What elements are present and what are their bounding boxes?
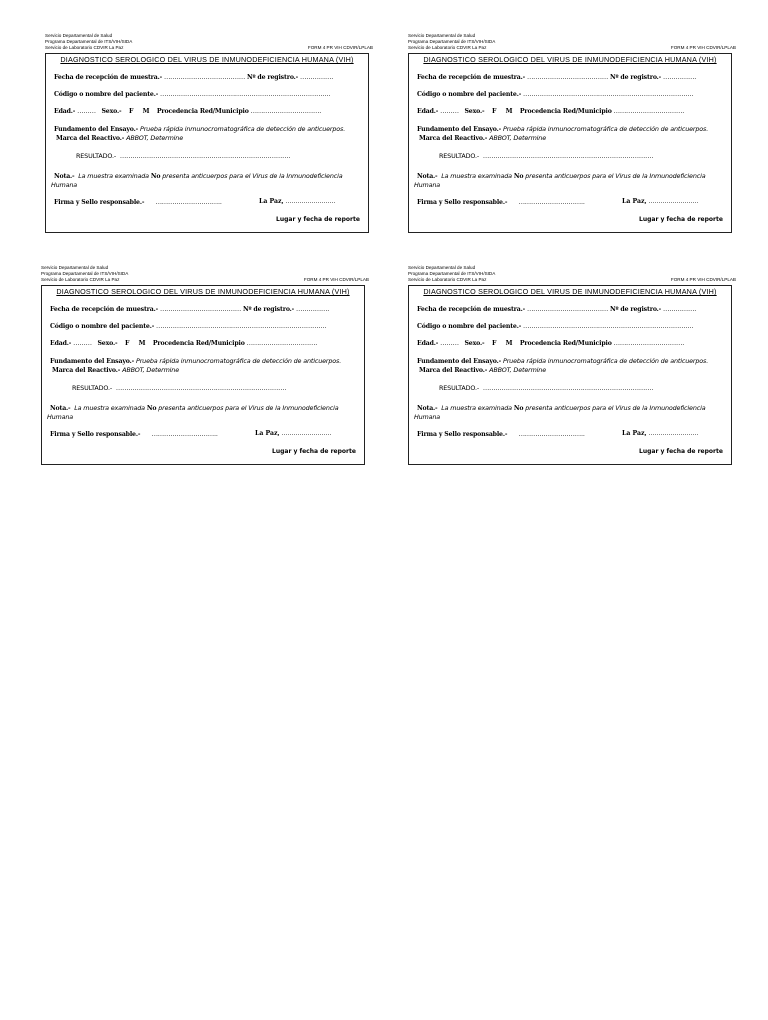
age-label: Edad.- [54, 108, 76, 115]
patient-label: Código o nombre del paciente.- [50, 323, 155, 330]
header-line-2: Programa Departamental de ITS/VIH/SIDA [45, 39, 133, 44]
reception-field[interactable]: ………………………………… [526, 305, 609, 313]
age-label: Edad.- [50, 340, 72, 347]
assay-value: Prueba rápida inmunocromatográfica de detección de anticuerpos. [503, 357, 709, 365]
registry-field[interactable]: ……………. [296, 305, 330, 313]
sex-m-option[interactable]: M [142, 108, 150, 115]
note-row [417, 404, 725, 412]
note-label: Nota.- [417, 173, 438, 180]
form-title: DIAGNOSTICO SEROLOGICO DEL VIRUS DE INMUNODEFICIENCIA HUMANA (VIH) [423, 55, 717, 64]
slip-header [408, 265, 738, 284]
slip-header [45, 33, 375, 52]
note-continuation: Humana [414, 181, 441, 189]
report-slip-1 [45, 33, 375, 223]
note-text-a: La muestra examinada [78, 172, 149, 180]
form-box [41, 285, 365, 465]
note-row [50, 404, 358, 412]
assay-row [50, 357, 358, 365]
result-field[interactable]: ………………………………………………………………………. [482, 152, 654, 160]
age-label: Edad.- [417, 340, 439, 347]
place-row [622, 430, 699, 437]
origin-label: Procedencia Red/Municipio [519, 340, 612, 347]
header-line-1: Servicio Departamental de Salud [45, 33, 113, 38]
patient-label: Código o nombre del paciente.- [417, 323, 522, 330]
result-field[interactable]: ………………………………………………………………………. [482, 384, 654, 392]
header-line-2: Programa Departamental de ITS/VIH/SIDA [408, 39, 496, 44]
age-sex-row [50, 339, 358, 347]
reception-row [417, 305, 725, 313]
note-no: No [150, 173, 161, 180]
signature-label: Firma y Sello responsable.- [54, 199, 145, 206]
registry-label: Nº de registro.- [242, 306, 295, 313]
reagent-value: ABBOT, Determine [489, 134, 546, 142]
header-line-1: Servicio Departamental de Salud [41, 265, 109, 270]
slip-header [41, 265, 371, 284]
patient-field[interactable]: ………………………………………………………………………. [160, 90, 331, 98]
note-text-a: La muestra examinada [74, 404, 145, 412]
header-line-1: Servicio Departamental de Salud [408, 265, 476, 270]
note-text-b: presenta anticuerpos para el Virus de la Inmunodeficiencia [525, 172, 706, 180]
signature-field[interactable]: ………………………….. [518, 430, 585, 438]
form-title: DIAGNOSTICO SEROLOGICO DEL VIRUS DE INMUNODEFICIENCIA HUMANA (VIH) [56, 287, 350, 296]
note-text-a: La muestra examinada [441, 172, 512, 180]
patient-row [50, 322, 358, 330]
assay-label: Fundamento del Ensayo.- [54, 126, 139, 133]
reception-field[interactable]: ………………………………… [163, 73, 246, 81]
reagent-label: Marca del Reactivo.- [56, 135, 125, 142]
assay-value: Prueba rápida inmunocromatográfica de detección de anticuerpos. [136, 357, 342, 365]
header-line-3: Servicio de Laboratorio CDVIR La Paz [408, 45, 487, 50]
origin-field[interactable]: ……………………………. [250, 107, 322, 115]
form-code: FORM 4 PR VIH CDVIR/LPLAB [670, 45, 736, 50]
date-place-label: Lugar y fecha de reporte [276, 216, 360, 223]
report-slip-2 [408, 33, 738, 223]
form-box [408, 53, 732, 233]
registry-label: Nº de registro.- [609, 74, 662, 81]
place-label: La Paz, [255, 430, 280, 437]
sex-f-option[interactable]: F [128, 108, 134, 115]
note-continuation: Humana [414, 413, 441, 421]
age-field[interactable]: ……… [73, 339, 92, 347]
reagent-label: Marca del Reactivo.- [419, 135, 488, 142]
assay-row [54, 125, 362, 133]
registry-label: Nº de registro.- [246, 74, 299, 81]
note-text-b: presenta anticuerpos para el Virus de la Inmunodeficiencia [525, 404, 706, 412]
assay-label: Fundamento del Ensayo.- [417, 358, 502, 365]
patient-row [54, 90, 362, 98]
assay-label: Fundamento del Ensayo.- [50, 358, 135, 365]
registry-field[interactable]: ……………. [663, 305, 697, 313]
assay-value: Prueba rápida inmunocromatográfica de detección de anticuerpos. [503, 125, 709, 133]
reagent-row [56, 134, 362, 142]
report-slip-3 [41, 265, 371, 455]
sex-label: Sexo.- [464, 340, 485, 347]
age-sex-row [417, 107, 725, 115]
sex-f-option[interactable]: F [491, 108, 497, 115]
reception-row [417, 73, 725, 81]
sex-m-option[interactable]: M [505, 340, 513, 347]
registry-field[interactable]: ……………. [300, 73, 334, 81]
note-text-b: presenta anticuerpos para el Virus de la Inmunodeficiencia [158, 404, 339, 412]
date-place-label: Lugar y fecha de reporte [272, 448, 356, 455]
sex-m-option[interactable]: M [138, 340, 146, 347]
form-code: FORM 4 PR VIH CDVIR/LPLAB [307, 45, 373, 50]
reagent-row [52, 366, 358, 374]
registry-field[interactable]: ……………. [663, 73, 697, 81]
reception-label: Fecha de recepción de muestra.- [417, 306, 526, 313]
form-code: FORM 4 PR VIH CDVIR/LPLAB [670, 277, 736, 282]
header-line-3: Servicio de Laboratorio CDVIR La Paz [408, 277, 487, 282]
place-row [622, 198, 699, 205]
form-title: DIAGNOSTICO SEROLOGICO DEL VIRUS DE INMUNODEFICIENCIA HUMANA (VIH) [60, 55, 354, 64]
form-box [408, 285, 732, 465]
signature-label: Firma y Sello responsable.- [417, 431, 508, 438]
slip-header [408, 33, 738, 52]
note-row [54, 172, 362, 180]
place-label: La Paz, [622, 430, 647, 437]
reagent-value: ABBOT, Determine [126, 134, 183, 142]
origin-label: Procedencia Red/Municipio [519, 108, 612, 115]
note-continuation: Humana [51, 181, 78, 189]
place-field[interactable]: ……………………. [648, 430, 699, 437]
note-continuation: Humana [47, 413, 74, 421]
form-code: FORM 4 PR VIH CDVIR/LPLAB [303, 277, 369, 282]
place-label: La Paz, [622, 198, 647, 205]
signature-field[interactable]: ………………………….. [155, 198, 222, 206]
sex-f-option[interactable]: F [124, 340, 130, 347]
age-sex-row [54, 107, 362, 115]
place-field[interactable]: ……………………. [285, 198, 336, 205]
patient-field[interactable]: ………………………………………………………………………. [523, 90, 694, 98]
assay-row [417, 357, 725, 365]
result-label: RESULTADO.- [439, 152, 480, 160]
patient-field[interactable]: ………………………………………………………………………. [156, 322, 327, 330]
reagent-row [419, 134, 725, 142]
origin-field[interactable]: ……………………………. [246, 339, 318, 347]
result-row [72, 384, 358, 392]
note-text-b: presenta anticuerpos para el Virus de la Inmunodeficiencia [162, 172, 343, 180]
origin-field[interactable]: ……………………………. [613, 107, 685, 115]
result-label: RESULTADO.- [439, 384, 480, 392]
place-row [259, 198, 336, 205]
header-line-3: Servicio de Laboratorio CDVIR La Paz [45, 45, 124, 50]
note-label: Nota.- [54, 173, 75, 180]
reception-label: Fecha de recepción de muestra.- [54, 74, 163, 81]
age-field[interactable]: ……… [440, 339, 459, 347]
patient-label: Código o nombre del paciente.- [54, 91, 159, 98]
sex-label: Sexo.- [97, 340, 118, 347]
reception-label: Fecha de recepción de muestra.- [417, 74, 526, 81]
result-label: RESULTADO.- [76, 152, 117, 160]
origin-label: Procedencia Red/Municipio [152, 340, 245, 347]
age-label: Edad.- [417, 108, 439, 115]
reagent-row [419, 366, 725, 374]
signature-label: Firma y Sello responsable.- [417, 199, 508, 206]
note-text-a: La muestra examinada [441, 404, 512, 412]
form-title: DIAGNOSTICO SEROLOGICO DEL VIRUS DE INMUNODEFICIENCIA HUMANA (VIH) [423, 287, 717, 296]
patient-field[interactable]: ………………………………………………………………………. [523, 322, 694, 330]
result-field[interactable]: ………………………………………………………………………. [119, 152, 291, 160]
origin-label: Procedencia Red/Municipio [156, 108, 249, 115]
result-label: RESULTADO.- [72, 384, 113, 392]
result-field[interactable]: ………………………………………………………………………. [115, 384, 287, 392]
sex-m-option[interactable]: M [505, 108, 513, 115]
note-no: No [513, 405, 524, 412]
assay-row [417, 125, 725, 133]
age-sex-row [417, 339, 725, 347]
reception-field[interactable]: ………………………………… [159, 305, 242, 313]
sex-label: Sexo.- [464, 108, 485, 115]
reception-row [50, 305, 358, 313]
form-box [45, 53, 369, 233]
header-line-3: Servicio de Laboratorio CDVIR La Paz [41, 277, 120, 282]
reception-field[interactable]: ………………………………… [526, 73, 609, 81]
note-label: Nota.- [417, 405, 438, 412]
signature-field[interactable]: ………………………….. [518, 198, 585, 206]
reagent-label: Marca del Reactivo.- [419, 367, 488, 374]
signature-label: Firma y Sello responsable.- [50, 431, 141, 438]
place-row [255, 430, 332, 437]
header-line-2: Programa Departamental de ITS/VIH/SIDA [408, 271, 496, 276]
reception-label: Fecha de recepción de muestra.- [50, 306, 159, 313]
patient-label: Código o nombre del paciente.- [417, 91, 522, 98]
note-no: No [146, 405, 157, 412]
reagent-label: Marca del Reactivo.- [52, 367, 121, 374]
result-row [439, 384, 725, 392]
reagent-value: ABBOT, Determine [122, 366, 179, 374]
assay-value: Prueba rápida inmunocromatográfica de detección de anticuerpos. [140, 125, 346, 133]
age-field[interactable]: ……… [440, 107, 459, 115]
place-label: La Paz, [259, 198, 284, 205]
result-row [76, 152, 362, 160]
place-field[interactable]: ……………………. [281, 430, 332, 437]
sex-f-option[interactable]: F [491, 340, 497, 347]
header-line-2: Programa Departamental de ITS/VIH/SIDA [41, 271, 129, 276]
note-no: No [513, 173, 524, 180]
note-label: Nota.- [50, 405, 71, 412]
registry-label: Nº de registro.- [609, 306, 662, 313]
reception-row [54, 73, 362, 81]
note-row [417, 172, 725, 180]
date-place-label: Lugar y fecha de reporte [639, 216, 723, 223]
signature-field[interactable]: ………………………….. [151, 430, 218, 438]
report-slip-4 [408, 265, 738, 455]
sex-label: Sexo.- [101, 108, 122, 115]
patient-row [417, 90, 725, 98]
patient-row [417, 322, 725, 330]
result-row [439, 152, 725, 160]
header-line-1: Servicio Departamental de Salud [408, 33, 476, 38]
reagent-value: ABBOT, Determine [489, 366, 546, 374]
date-place-label: Lugar y fecha de reporte [639, 448, 723, 455]
place-field[interactable]: ……………………. [648, 198, 699, 205]
age-field[interactable]: ……… [77, 107, 96, 115]
origin-field[interactable]: ……………………………. [613, 339, 685, 347]
assay-label: Fundamento del Ensayo.- [417, 126, 502, 133]
